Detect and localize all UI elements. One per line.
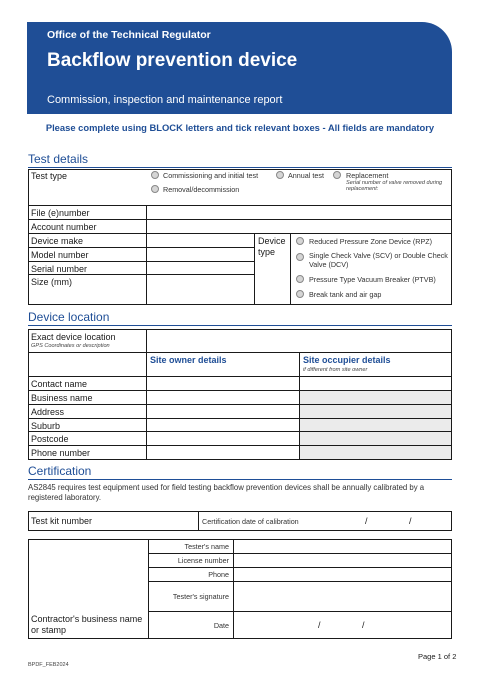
date-slash: / xyxy=(318,620,321,630)
contact-name-label: Contact name xyxy=(31,379,88,389)
date-slash: / xyxy=(409,516,412,526)
header-banner xyxy=(27,22,452,114)
date-slash: / xyxy=(365,516,368,526)
device-type-label: Device type xyxy=(258,236,286,257)
option-annual-test: Annual test xyxy=(288,171,324,180)
radio-scv-dcv[interactable] xyxy=(296,253,304,261)
section-rule xyxy=(28,479,452,480)
option-removal: Removal/decommission xyxy=(163,185,240,194)
radio-annual-test[interactable] xyxy=(276,171,284,179)
tester-signature-label: Tester's signature xyxy=(172,592,229,601)
form-title: Backflow prevention device xyxy=(47,50,298,71)
license-number-label: License number xyxy=(177,556,229,565)
model-number-label: Model number xyxy=(31,250,89,260)
device-type-ptvb: Pressure Type Vacuum Breaker (PTVB) xyxy=(309,275,436,284)
phone-label: Phone xyxy=(208,570,229,579)
site-owner-heading: Site owner details xyxy=(150,355,227,365)
postcode-label: Postcode xyxy=(31,434,69,444)
calibration-date-label: Certification date of calibration xyxy=(202,517,299,526)
section-rule xyxy=(28,167,452,168)
serial-number-label: Serial number xyxy=(31,264,88,274)
radio-commissioning[interactable] xyxy=(151,171,159,179)
date-label: Date xyxy=(213,621,229,630)
radio-removal[interactable] xyxy=(151,185,159,193)
radio-rpz[interactable] xyxy=(296,237,304,245)
device-make-label: Device make xyxy=(31,236,84,246)
site-occupier-heading: Site occupier details xyxy=(303,355,391,365)
device-type-rpz: Reduced Pressure Zone Device (RPZ) xyxy=(309,237,433,246)
account-number-label: Account number xyxy=(31,222,97,232)
option-replacement: Replacement xyxy=(346,171,389,180)
section-rule xyxy=(28,325,452,326)
instructions: Please complete using BLOCK letters and tick relevant boxes - All fields are mandatory xyxy=(45,122,435,133)
radio-replacement[interactable] xyxy=(333,171,341,179)
test-type-label: Test type xyxy=(31,171,68,181)
form-code: BPDF_FEB2024 xyxy=(28,662,69,668)
test-kit-label: Test kit number xyxy=(31,516,93,526)
business-name-label: Business name xyxy=(31,393,93,403)
size-label: Size (mm) xyxy=(31,277,72,287)
address-label: Address xyxy=(31,407,65,417)
replacement-note: Serial number of valve removed during replacement: xyxy=(346,180,443,192)
certification-text: AS2845 requires test equipment used for field testing backflow prevention devices shall be annually calibrated by a registered laboratory. xyxy=(28,483,425,502)
section-heading-certification: Certification xyxy=(28,464,92,478)
radio-ptvb[interactable] xyxy=(296,275,304,283)
exact-location-hint: GPS Coordinates or description xyxy=(31,343,110,349)
date-slash: / xyxy=(362,620,365,630)
phone-number-label: Phone number xyxy=(31,448,91,458)
option-commissioning: Commissioning and initial test xyxy=(163,171,259,180)
occupier-hint: if different from site owner xyxy=(303,367,368,373)
form-subtitle: Commission, inspection and maintenance report xyxy=(47,94,283,106)
section-heading-test-details: Test details xyxy=(28,152,89,166)
file-number-label: File (e)number xyxy=(31,208,90,218)
exact-location-label: Exact device location xyxy=(31,332,116,342)
page-number: Page 1 of 2 xyxy=(418,652,457,661)
tester-name-label: Tester's name xyxy=(184,542,229,551)
device-type-scv-dcv: Single Check Valve (SCV) or Double Check Valve (DCV) xyxy=(309,251,448,269)
contractor-label: Contractor's business name or stamp xyxy=(31,614,143,635)
organization-name: Office of the Technical Regulator xyxy=(47,29,211,41)
radio-break-tank[interactable] xyxy=(296,290,304,298)
section-heading-device-location: Device location xyxy=(28,310,110,324)
device-type-break-tank: Break tank and air gap xyxy=(309,290,382,299)
suburb-label: Suburb xyxy=(31,421,61,431)
